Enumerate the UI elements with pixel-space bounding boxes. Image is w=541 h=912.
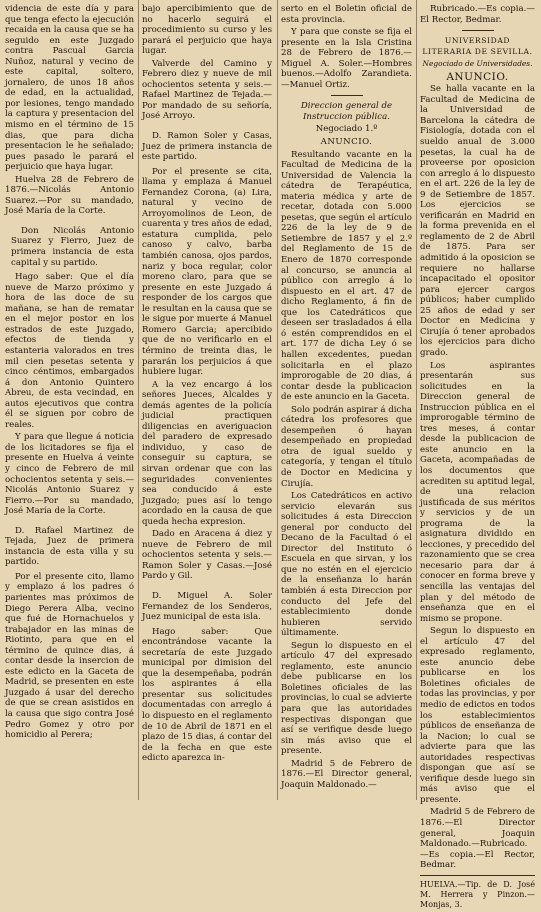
edict-paragraph: Y para que llegue á noticia de los licitadores se fija el presente en Huelva á veinte y cinco de Febrero de mil ochocientos setenta y seis.—Nicolás Antonio Suarez y Fierro.—Por su mandado, José María de la Corte.: [5, 432, 134, 517]
edict-signature: Huelva 28 de Febrero de 1876.—Nicolás Antonio Suarez.—Por su mandado, José María de la Corte.: [5, 174, 134, 217]
edict-paragraph: Hago saber: Que encontrándose vacante la secretaría de este Juzgado municipal por dimision del que la desempeñaba, podrán los aspirantes á ella presentar sus solicitudes documentadas con arreglo á lo dispuesto en el reglamento de 10 de Abril de 1871 en el plazo de 15 dias, á contar del de la fecha en que este edicto aparezca in-: [142, 626, 272, 764]
edict-paragraph: Por el presente se cita, llama y emplaza á Manuel Fernandez Corona, (a) Lira, natural y vecino de Arroyomolinos de Leon, de cuarenta y tres años de edad, estatura cumplida, pelo canoso y calvo, barba también canosa, ojos pardos, nariz y boca regular, color moreno claro, para que se presente en este Juzgado á responder de los cargos que le resultan en la causa que se le sigue por muerte á Manuel Romero Garcia; apercibido que de no verificarlo en el término de treinta dias, le pararán los perjuicios á que hubiere lugar.: [142, 166, 272, 378]
column-3: [281, 4, 412, 792]
university-heading: UNIVERSIDAD LITERARIA DE SEVILLA.: [422, 36, 533, 56]
column-2: [142, 4, 272, 766]
edict-signature: Dado en Aracena á diez y nueve de Febrero de mil ochocientos setenta y seis.—Ramon Soler y Casas.—José Pardo y Gil.: [142, 529, 272, 582]
edict-heading: D. Rafael Martinez de Tejada, Juez de primera instancia de esta villa y su partido.: [5, 525, 134, 568]
column-rule: [138, 0, 139, 800]
announcement-paragraph: Se halla vacante en la Facultad de Medicina de la Universidad de Barcelona la cátedra de Fisiología, dotada con el sueldo anual de 3.000 pesetas, la cual ha de proveerse por oposicion con arreglo á lo dispuesto en el art. 226 de la ley de 9 de Setiembre de 1857. Los ejercicios se verificarán en Madrid en la forma prevenida en el reglamento de 2 de Abril de 1875. Para ser admitido á la oposicion se requiere no hallarse incapacitado el opositor para ejercer cargos públicos; haber cumplido 25 años de edad y ser Doctor en Medicina y Cirujía ó tener aprobados los ejercicios para dicho grado.: [420, 84, 535, 358]
announcement-signature: Madrid 5 de Febrero de 1876.—El Director general, Joaquin Maldonado.—Rubricado.—Es copia.—El Rector, Bedmar.: [420, 807, 535, 871]
edict-heading: D. Ramon Soler y Casas, Juez de primera instancia de este partido.: [142, 131, 272, 163]
section-divider: [331, 95, 363, 96]
announcement-signature: Madrid 5 de Febrero de 1876.—El Director general, Joaquin Maldonado.—: [281, 758, 412, 790]
printer-imprint: HUELVA.—Tip. de D. José M. Herrera y Pinzon.—Monjas, 3.: [420, 879, 535, 909]
column-rule: [277, 0, 278, 800]
footer-rule: [420, 875, 535, 876]
edict-paragraph: Hago saber: Que el día nueve de Marzo próximo y hora de las doce de su mañana, se han de rematar en el mejor postor en los estrados de este Juzgado, efectos de tienda y estanteria valorados en tres mil cien pesetas setenta y cinco céntimos, embargados á don Antonio Quintero Abreu, de esta vecindad, en autos ejecutivos que contra él se siguen por cobro de reales.: [5, 272, 134, 430]
column-4: [420, 4, 535, 912]
edict-signature: Y para que conste se fija el presente en la Isla Cristina 28 de Febrero de 1876.—Miguel A. Soler.—Hombres buenos.—Adolfo Zarandieta.—Manuel Ortiz.: [281, 27, 412, 90]
edict-paragraph: serto en el Boletin oficial de esta provincia.: [281, 4, 412, 25]
edict-paragraph: Por el presente cito, llamo y emplazo á los padres ó parientes mas próximos de Diego Perera Alba, vecino que fué de Hornachuelos y trabajador en las minas de Riotinto, para que en el término de quince dias, á contar desde la insercion de este edicto en la Gaceta de Madrid, se presenten en este Juzgado á usar del derecho de que se crean asistidos en la causa que sigo contra José Pedro Gomez y otro por homicidio al Perera;: [5, 571, 134, 741]
column-rule: [416, 0, 417, 800]
announcement-paragraph: Segun lo dispuesto en el artículo 47 del expresado reglamento, este anuncio debe publicarse en los Boletines oficiales de las provincias, lo cual se advierte para que las autoridades respectivas dispongan que así se verifique desde luego sin más aviso que el presente.: [281, 640, 412, 757]
section-subtitle: Negociado 1.º: [315, 124, 378, 135]
announcement-heading: ANUNCIO.: [320, 137, 373, 148]
column-1: [5, 4, 134, 743]
announcement-paragraph: Solo podrán aspirar á dicha cátedra los profesores que desempeñen ó hayan desempeñado en propiedad otra de igual sueldo y categoría, y tengan el título de Doctor en Medicina y Cirujía.: [281, 404, 412, 489]
announcement-paragraph: Segun lo dispuesto en el artículo 47 del expresado reglamento, este anuncio debe publicarse en los Boletines oficiales de todas las provincias, y por medio de edictos en todos los establecimientos públicos de enseñanza de la Nacion; lo cual se advierte para que las autoridades respectivas dispongan que así se verifique desde luego sin más aviso que el presente.: [420, 626, 535, 805]
announcement-signature: Rubricado.—Es copia.—El Rector, Bedmar.: [420, 4, 535, 25]
announcement-paragraph: Los aspirantes presentarán sus solicitudes en la Direccion general de Instruccion pública en el improrogable término de tres meses, á contar desde la publicacion de este anuncio en la Gaceta, acompañadas de los documentos que acrediten su aptitud legal, de una relacion justificada de sus méritos y servicios y de un programa de la asignatura dividido en lecciones, y precedido del razonamiento que se crea necesario para dar á conocer en forma breve y sencilla las ventajas del plan y del método de enseñanza que en el mismo se propone.: [420, 360, 535, 624]
edict-paragraph: videncia de este día y para que tenga efecto la ejecución recaida en la causa que se ha seguido en este Juzgado contra Pascual Garcia Nuñoz, natural y vecino de este capital, soltero, jornalero, de unos 18 años de edad, en la actualidad, por lesiones, tengo mandado la captura y presentacion del mismo en el término de 15 dias, que para dicha presentacion le he señalado; pues pasado le parará el perjuicio que haya lugar.: [5, 4, 134, 173]
edict-heading: D. Miguel A. Soler Fernandez de los Senderos, Juez municipal de esta isla.: [142, 590, 272, 623]
announcement-paragraph: Resultando vacante en la Facultad de Medicina de la Universidad de Valencia la cátedra de Terapéutica, materia médica y arte de recetar, dotada con 5.000 pesetas, que según el artículo 226 de la ley de 9 de Setiembre de 1857 y el 2.º del Reglamento de 15 de Enero de 1870 corresponde al concurso, se anuncia al público con arreglo á lo dispuesto en el art. 47 de dicho Reglamento, á fin de que los Catedráticos que deseen ser trasladados á ella ó estén comprendidos en el art. 177 de dicha Ley ó se hallen excedentes, puedan solicitarla en el plazo improrogable de 20 dias, á contar desde la publicacion de este anuncio en la Gaceta.: [281, 149, 412, 403]
department-subheading: Negociado de Universidades.: [422, 59, 533, 69]
edict-paragraph: A la vez encargo á los señores Jueces, Alcaldes y demás agentes de la policía judicial practiquen diligencias en averiguacion del paradero de expresado individuo, y caso de conseguir su captura, se sirvan ordenar que con las seguridades convenientes sea conducido á este Juzgado; pues así lo tengo acordado en la causa de que queda hecha expresion.: [142, 379, 272, 527]
edict-heading: Don Nicolás Antonio Suarez y Fierro, Juez de primera instancia de esta capital y su partido.: [11, 225, 134, 268]
edict-signature: Valverde del Camino y Febrero diez y nueve de mil ochocientos setenta y seis.—Rafael Martinez de Tejada.—Por mandado de su señoría, José Arroyo.: [142, 58, 272, 122]
edict-paragraph: bajo apercibimiento que de no hacerlo seguirá el procedimiento su curso y les parará el perjuicio que haya lugar.: [142, 4, 272, 57]
announcement-heading: ANUNCIO.: [446, 70, 509, 83]
section-divider: [462, 30, 494, 31]
announcement-paragraph: Los Catedráticos en activo servicio elevarán sus solicitudes á esta Direccion general por conducto del Decano de la Facultad ó el Director del Instituto ó Escuela en que sirvan, y los que no estén en el ejercicio de la enseñanza lo harán también á esta Direccion por conducto del Jefe del establecimiento donde hubieren servido últimamente.: [281, 491, 412, 639]
section-title: Direccion general de Instruccion pública.: [300, 101, 393, 122]
